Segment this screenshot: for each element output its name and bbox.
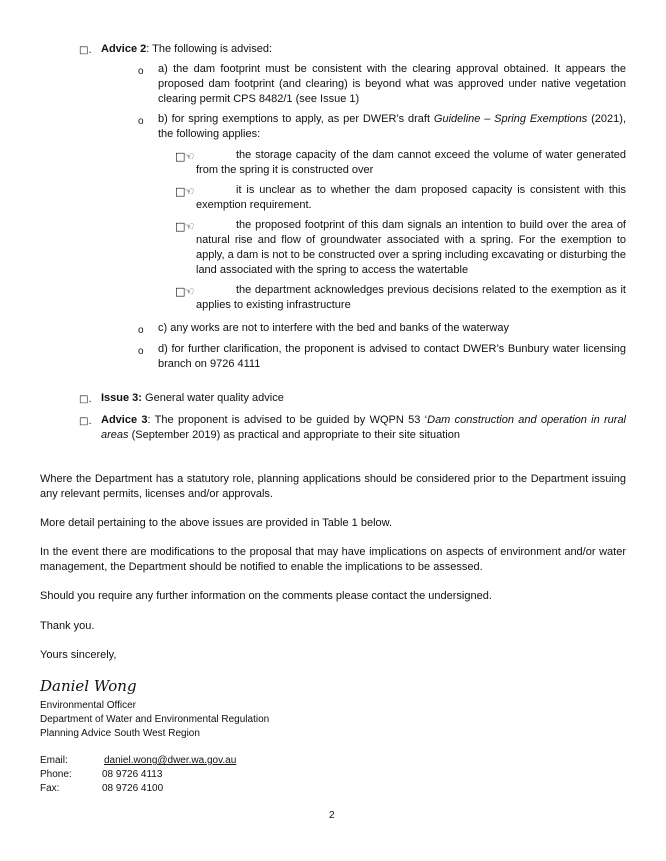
- issue-3-label: Issue 3:: [101, 392, 142, 404]
- issue-3-bullet: □.: [79, 394, 92, 405]
- advice-2-item-b-text: b) for spring exemptions to apply, as per DWER’s draft: [158, 113, 434, 125]
- spring-subitem-3: the proposed footprint of this dam signals an intention to build over the area of natural rise and flow of groundwater associated with a spring. For the exemption to apply, a dam is not to be constructed over a spring including excavating or disturbing the land associated with the spring to access the watertable: [196, 219, 626, 276]
- further-info-paragraph: Should you require any further information on the comments please contact the undersigned.: [40, 590, 492, 602]
- advice-3-text-end: (September 2019) as practical and appropriate to their site situation: [128, 429, 460, 441]
- hand-pointer-icon: □☜: [175, 285, 194, 298]
- statutory-paragraph: Where the Department has a statutory role, planning applications should be considered prior to the Department issuing any relevant permits, licenses and/or approvals.: [40, 473, 626, 500]
- advice-2-item-d-bullet: o: [138, 346, 144, 357]
- email-label: Email:: [40, 755, 68, 766]
- signatory-title: Environmental Officer: [40, 700, 136, 711]
- advice-3-text-start: : The proponent is advised to be guided by WQPN 53 ‘: [147, 414, 428, 426]
- advice-2-item-c: c) any works are not to interfere with the bed and banks of the waterway: [158, 322, 509, 334]
- advice-2-heading: [101, 43, 621, 55]
- phone-label: Phone:: [40, 769, 72, 780]
- guideline-title: Guideline – Spring Exemptions: [433, 113, 588, 125]
- advice-2-bullet: □.: [79, 45, 92, 56]
- signatory-department: Department of Water and Environmental Regulation: [40, 714, 270, 725]
- advice-2-item-d: d) for further clarification, the proponent is advised to contact DWER’s Bunbury water licensing branch on 9726 4111: [158, 343, 626, 370]
- advice-2-item-b-bullet: o: [138, 116, 144, 127]
- advice-3-bullet: □.: [79, 416, 92, 427]
- signature: Daniel Wong: [40, 677, 137, 695]
- issue-3-heading: [101, 392, 621, 404]
- modifications-paragraph: In the event there are modifications to the proposal that may have implications on aspects of environment and/or water management, the Department should be notified to enable the implications to be assessed.: [40, 546, 626, 573]
- advice-2-item-b: [158, 112, 626, 142]
- advice-3-label: Advice 3: [101, 414, 148, 426]
- closing: Yours sincerely,: [40, 649, 117, 661]
- advice-2-item-c-bullet: o: [138, 325, 144, 336]
- advice-2-item-a-bullet: o: [138, 66, 144, 77]
- hand-pointer-icon: □☜: [175, 150, 194, 163]
- page-number: 2: [329, 810, 335, 821]
- signatory-region: Planning Advice South West Region: [40, 728, 200, 739]
- email-link[interactable]: daniel.wong@dwer.wa.gov.au: [104, 755, 237, 766]
- advice-2-item-b-text-end: (2021), the following applies:: [158, 113, 626, 140]
- advice-3-text: [101, 413, 626, 443]
- fax-label: Fax:: [40, 783, 60, 794]
- spring-subitem-2: it is unclear as to whether the dam proposed capacity is consistent with this exemption requirement.: [196, 184, 626, 211]
- phone-value: 08 9726 4113: [102, 769, 163, 780]
- hand-pointer-icon: □☜: [175, 185, 194, 198]
- advice-2-item-a: a) the dam footprint must be consistent with the clearing approval obtained. It appears the proposed dam footprint (and clearing) is beyond what was approved under native vegetation clearing permit CPS 8482/1 (see Issue 1): [158, 63, 626, 105]
- spring-subitem-4: the department acknowledges previous decisions related to the exemption as it applies to existing infrastructure: [196, 284, 626, 311]
- fax-value: 08 9726 4100: [102, 783, 164, 794]
- hand-pointer-icon: □☜: [175, 220, 194, 233]
- thank-you: Thank you.: [40, 620, 95, 632]
- advice-2-label: Advice 2: [101, 43, 147, 55]
- table-reference-paragraph: More detail pertaining to the above issues are provided in Table 1 below.: [40, 517, 393, 529]
- advice-2-text: : The following is advised:: [146, 43, 273, 55]
- wqpn-title: Dam construction and operation in rural areas: [101, 414, 627, 441]
- issue-3-text: General water quality advice: [141, 392, 284, 404]
- spring-subitem-1: the storage capacity of the dam cannot exceed the volume of water generated from the spring it is constructed over: [196, 149, 626, 176]
